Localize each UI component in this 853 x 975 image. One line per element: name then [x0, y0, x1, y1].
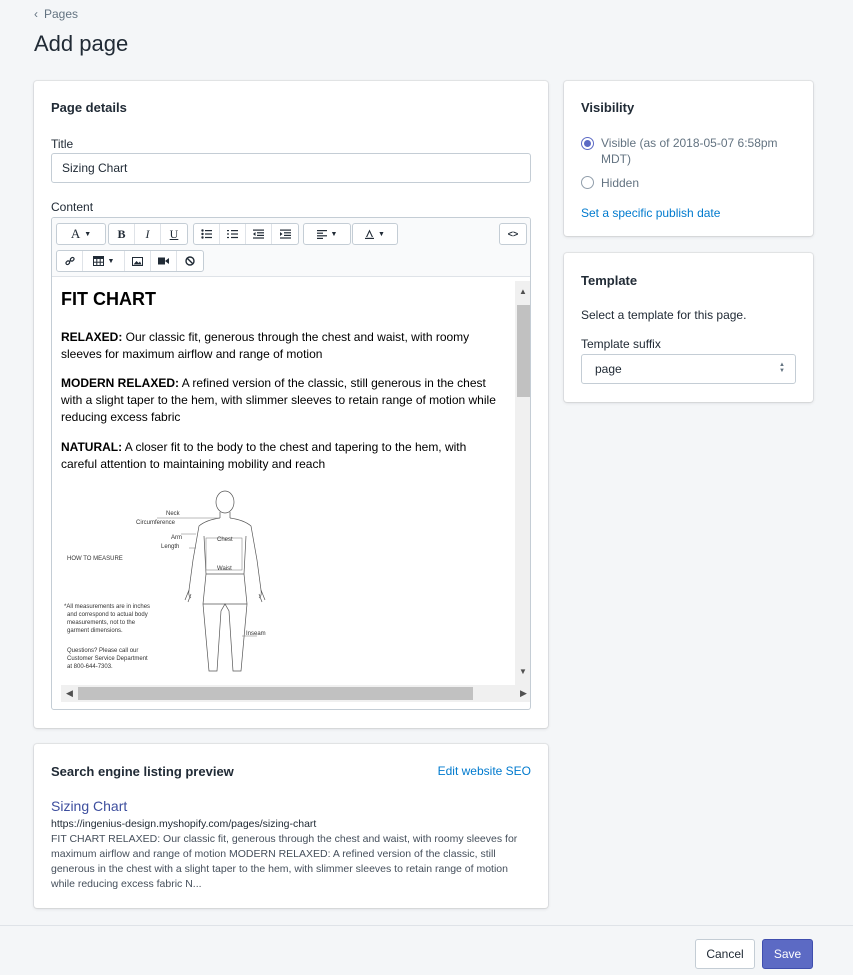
figure-circumference-label: Circumference — [136, 520, 176, 526]
page-title: Add page — [34, 31, 129, 56]
scroll-right-icon[interactable]: ▶ — [520, 688, 527, 698]
image-icon[interactable] — [125, 251, 151, 271]
content-heading: FIT CHART — [61, 289, 156, 309]
content-paragraph-relaxed: RELAXED: Our classic fit, generous through the chest and waist, with roomy sleeves for maximum airflow and range of motion — [61, 330, 470, 361]
save-button[interactable]: Save — [762, 939, 813, 969]
numbered-list-icon[interactable] — [220, 224, 246, 244]
title-label: Title — [51, 137, 74, 151]
content-paragraph-natural: NATURAL: A closer fit to the body to the chest and tapering to the hem, with careful attention to maintaining mobility and reach — [61, 440, 467, 471]
hidden-radio[interactable] — [581, 176, 594, 189]
visibility-heading: Visibility — [581, 100, 635, 115]
page-details-heading: Page details — [51, 100, 127, 115]
breadcrumb[interactable] — [34, 7, 78, 21]
visible-radio[interactable] — [581, 137, 594, 150]
figure-note-line: garment dimensions. — [67, 628, 123, 634]
editor-toolbar — [52, 218, 530, 277]
format-group — [108, 223, 188, 245]
figure-note-line: at 800-644-7303. — [67, 664, 113, 670]
edit-seo-link[interactable]: Edit website SEO — [437, 764, 531, 778]
seo-heading: Search engine listing preview — [51, 764, 234, 779]
chevron-left-icon: ‹ — [34, 7, 38, 21]
seo-url: https://ingenius-design.myshopify.com/pages/sizing-chart — [51, 818, 317, 830]
figure-note-line: and correspond to actual body — [67, 612, 148, 618]
horizontal-scroll-thumb[interactable] — [78, 687, 473, 700]
figure-note-line: Questions? Please call our — [67, 648, 139, 654]
horizontal-scrollbar[interactable] — [61, 685, 531, 702]
video-icon[interactable] — [151, 251, 177, 271]
figure-inseam-label: Inseam — [246, 631, 266, 637]
clear-format-icon[interactable] — [177, 251, 203, 271]
scroll-left-icon[interactable]: ◀ — [66, 688, 73, 698]
font-color-icon[interactable]: A ▼ — [70, 226, 92, 241]
template-suffix-value: page — [595, 362, 622, 376]
figure-neck-label: Neck — [166, 511, 180, 517]
template-heading: Template — [581, 273, 638, 288]
rich-text-editor[interactable] — [51, 217, 531, 710]
publish-date-link[interactable]: Set a specific publish date — [581, 206, 721, 220]
figure-how-to-measure: HOW TO MEASURE — [67, 556, 123, 562]
content-label: Content — [51, 200, 94, 214]
align-icon[interactable]: ▼ — [304, 224, 350, 244]
seo-description: FIT CHART RELAXED: Our classic fit, generous through the chest and waist, with roomy sleeves for maximum airflow and range of motion MODERN RELAXED: A refined version of the classic, still generous in the chest with a slight taper to the hem, with slimmer sleeves to retain range of motion while reducing excess fabric N... — [51, 833, 518, 890]
figure-note-line: measurements, not to the — [67, 620, 136, 626]
align-group — [303, 223, 351, 245]
select-arrows-icon: ▲ ▼ — [779, 362, 785, 374]
bold-button[interactable]: B — [109, 224, 135, 244]
cancel-button[interactable]: Cancel — [695, 939, 755, 969]
vertical-scroll-thumb[interactable] — [517, 305, 530, 397]
outdent-icon[interactable] — [246, 224, 272, 244]
code-icon[interactable]: <> — [507, 229, 519, 239]
figure-chest-label: Chest — [217, 537, 233, 543]
title-input[interactable]: Sizing Chart — [51, 153, 531, 183]
seo-title: Sizing Chart — [51, 798, 128, 814]
page-details-card — [34, 81, 548, 728]
how-to-measure-figure — [61, 486, 301, 685]
template-card — [564, 253, 813, 402]
link-icon[interactable] — [57, 251, 83, 271]
figure-length-label: Length — [161, 544, 180, 550]
table-icon[interactable]: ▼ — [83, 251, 125, 271]
list-group — [193, 223, 299, 245]
template-description: Select a template for this page. — [581, 308, 747, 322]
insert-group — [56, 250, 204, 272]
figure-arm-label: Arm — [171, 535, 182, 541]
scroll-up-icon[interactable]: ▲ — [519, 287, 527, 296]
editor-content[interactable] — [61, 281, 510, 685]
font-group — [56, 223, 106, 245]
code-group — [499, 223, 527, 245]
text-color-group — [352, 223, 398, 245]
template-suffix-select[interactable] — [581, 354, 796, 384]
figure-note-line: Customer Service Department — [67, 656, 148, 662]
scroll-down-icon[interactable]: ▼ — [519, 667, 527, 676]
underline-button[interactable]: U — [169, 226, 179, 241]
hidden-label: Hidden — [601, 176, 640, 190]
figure-waist-label: Waist — [217, 566, 232, 572]
breadcrumb-label: Pages — [44, 7, 79, 21]
content-paragraph-modern-relaxed: MODERN RELAXED: A refined version of the classic, still generous in the chest with a slight taper to the hem, with slimmer sleeves to retain range of motion while reducing excess fabric — [61, 376, 496, 424]
visibility-card — [564, 81, 813, 236]
indent-icon[interactable] — [272, 224, 298, 244]
italic-button[interactable]: I — [135, 224, 161, 244]
vertical-scrollbar[interactable] — [515, 281, 531, 685]
visible-label: Visible (as of 2018-05-07 6:58pm MDT) — [601, 136, 778, 166]
figure-note-line: *All measurements are in inches — [64, 604, 151, 610]
bullet-list-icon[interactable] — [194, 224, 220, 244]
seo-preview-card — [34, 744, 548, 908]
template-suffix-label: Template suffix — [581, 337, 661, 351]
footer-divider — [0, 925, 853, 926]
text-color-icon[interactable]: ▼ — [353, 224, 397, 244]
